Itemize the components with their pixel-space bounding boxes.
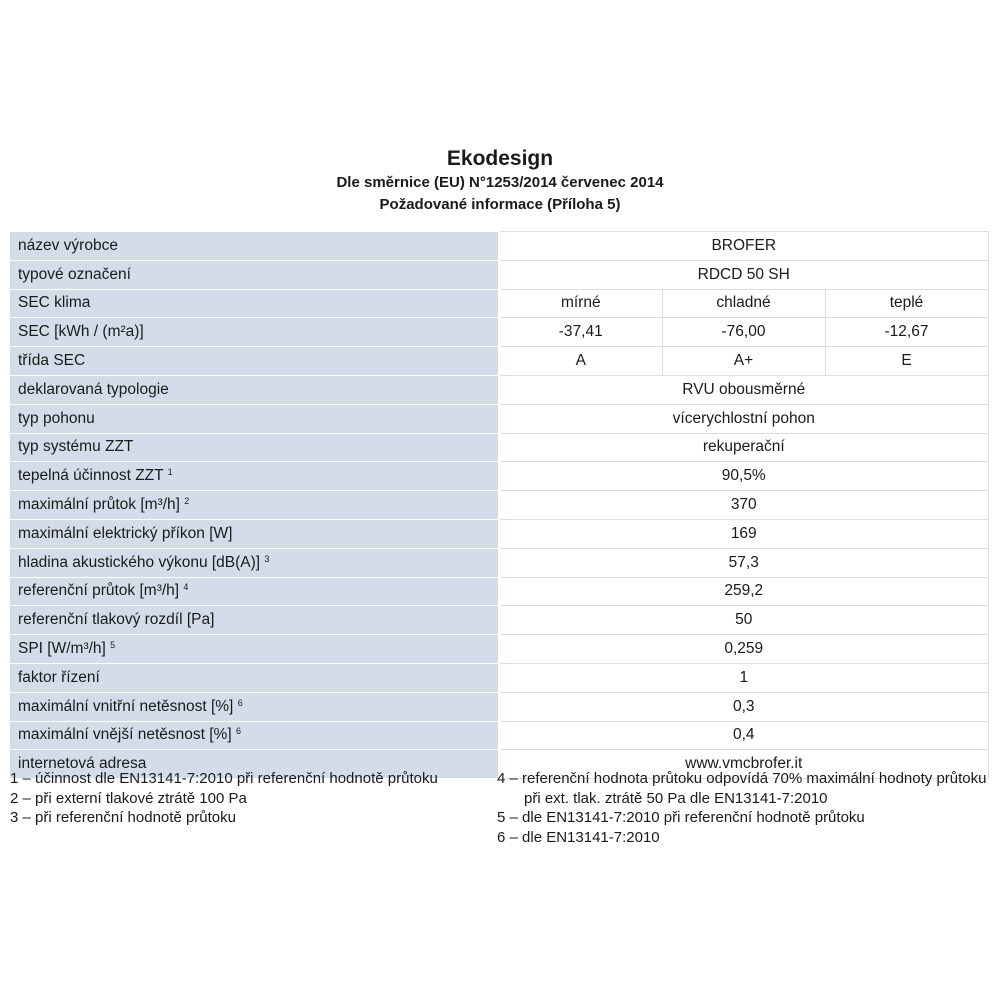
row-label bbox=[10, 491, 499, 520]
footnotes-left bbox=[10, 769, 480, 828]
table-row bbox=[10, 692, 988, 721]
table-row bbox=[10, 519, 988, 548]
row-value: 370 bbox=[499, 491, 988, 520]
class-cold: A+ bbox=[662, 347, 825, 376]
table-row bbox=[10, 663, 988, 692]
footnote-5: 5 – dle EN13141-7:2010 při referenční hodnotě průtoku bbox=[497, 809, 865, 826]
footnotes-right bbox=[497, 769, 990, 847]
climate-warm: teplé bbox=[825, 289, 988, 318]
footnote-3: 3 – při referenční hodnotě průtoku bbox=[10, 809, 236, 826]
website-value: www.vmcbrofer.it bbox=[499, 750, 988, 779]
table-row bbox=[10, 548, 988, 577]
table-row bbox=[10, 577, 988, 606]
table-row bbox=[10, 635, 988, 664]
row-label: typové označení bbox=[10, 260, 499, 289]
row-value: 1 bbox=[499, 663, 988, 692]
class-mild: A bbox=[499, 347, 662, 376]
row-label: faktor řízení bbox=[10, 663, 499, 692]
sec-warm: -12,67 bbox=[825, 318, 988, 347]
row-value: 259,2 bbox=[499, 577, 988, 606]
label-text: maximální vnější netěsnost [%] bbox=[18, 726, 232, 744]
table-row bbox=[10, 433, 988, 462]
row-value: RDCD 50 SH bbox=[499, 260, 988, 289]
directive-subtitle: Dle směrnice (EU) N°1253/2014 červenec 2014 bbox=[336, 174, 664, 191]
row-label bbox=[10, 692, 499, 721]
label-text: hladina akustického výkonu [dB(A)] bbox=[18, 553, 261, 571]
climate-cold: chladné bbox=[662, 289, 825, 318]
row-label bbox=[10, 721, 499, 750]
table-row bbox=[10, 404, 988, 433]
row-value: 169 bbox=[499, 519, 988, 548]
row-value: 57,3 bbox=[499, 548, 988, 577]
row-label: SEC [kWh / (m²a)] bbox=[10, 318, 499, 347]
class-warm: E bbox=[825, 347, 988, 376]
row-label bbox=[10, 635, 499, 664]
footnote-ref: 2 bbox=[184, 496, 190, 507]
table-row bbox=[10, 260, 988, 289]
table-row bbox=[10, 462, 988, 491]
label-text: maximální vnitřní netěsnost [%] bbox=[18, 697, 234, 715]
document-header bbox=[0, 146, 1000, 216]
ecodesign-table bbox=[10, 231, 989, 779]
footnote-2: 2 – při externí tlakové ztrátě 100 Pa bbox=[10, 789, 247, 807]
row-label bbox=[10, 548, 499, 577]
footnote-ref: 1 bbox=[167, 467, 173, 478]
footnote-ref: 6 bbox=[237, 697, 243, 708]
row-label bbox=[10, 577, 499, 606]
footnote-ref: 4 bbox=[183, 582, 189, 593]
footnote-ref: 3 bbox=[264, 553, 270, 564]
table-row bbox=[10, 232, 988, 261]
table-row bbox=[10, 375, 988, 404]
row-label: maximální elektrický příkon [W] bbox=[10, 519, 499, 548]
footnote-ref: 5 bbox=[110, 640, 116, 651]
sec-mild: -37,41 bbox=[499, 318, 662, 347]
row-value: rekuperační bbox=[499, 433, 988, 462]
row-label: typ systému ZZT bbox=[10, 433, 499, 462]
page-title: Ekodesign bbox=[446, 147, 554, 170]
table-row bbox=[10, 347, 988, 376]
row-value: BROFER bbox=[499, 232, 988, 261]
label-text: referenční průtok [m³/h] bbox=[18, 582, 180, 600]
row-label: SEC klima bbox=[10, 289, 499, 318]
climate-mild: mírné bbox=[499, 289, 662, 318]
row-label: třída SEC bbox=[10, 347, 499, 376]
footnote-ref: 6 bbox=[235, 726, 241, 737]
table-row bbox=[10, 491, 988, 520]
label-text: SPI [W/m³/h] bbox=[18, 640, 106, 658]
row-value: 0,3 bbox=[499, 692, 988, 721]
sec-cold: -76,00 bbox=[662, 318, 825, 347]
row-value: 50 bbox=[499, 606, 988, 635]
row-label: internetová adresa bbox=[10, 750, 499, 779]
annex-subtitle: Požadované informace (Příloha 5) bbox=[379, 196, 621, 213]
row-label: typ pohonu bbox=[10, 404, 499, 433]
row-value: 90,5% bbox=[499, 462, 988, 491]
row-value: vícerychlostní pohon bbox=[499, 404, 988, 433]
row-label: název výrobce bbox=[10, 232, 499, 261]
footnote-1: 1 – účinnost dle EN13141-7:2010 při referenční hodnotě průtoku bbox=[10, 770, 438, 787]
row-label: deklarovaná typologie bbox=[10, 375, 499, 404]
table-row bbox=[10, 606, 988, 635]
footnote-6: 6 – dle EN13141-7:2010 bbox=[497, 828, 660, 846]
table-row bbox=[10, 289, 988, 318]
row-value: RVU obousměrné bbox=[499, 375, 988, 404]
row-label bbox=[10, 462, 499, 491]
label-text: tepelná účinnost ZZT bbox=[18, 467, 164, 485]
row-label: referenční tlakový rozdíl [Pa] bbox=[10, 606, 499, 635]
row-value: 0,259 bbox=[499, 635, 988, 664]
table-row bbox=[10, 721, 988, 750]
footnote-4: 4 – referenční hodnota průtoku odpovídá 70% maximální hodnoty průtoku při ext. tlak. ztrátě 50 Pa dle EN13141-7:2010 bbox=[497, 770, 987, 807]
row-value: 0,4 bbox=[499, 721, 988, 750]
table-row bbox=[10, 318, 988, 347]
label-text: maximální průtok [m³/h] bbox=[18, 496, 180, 514]
